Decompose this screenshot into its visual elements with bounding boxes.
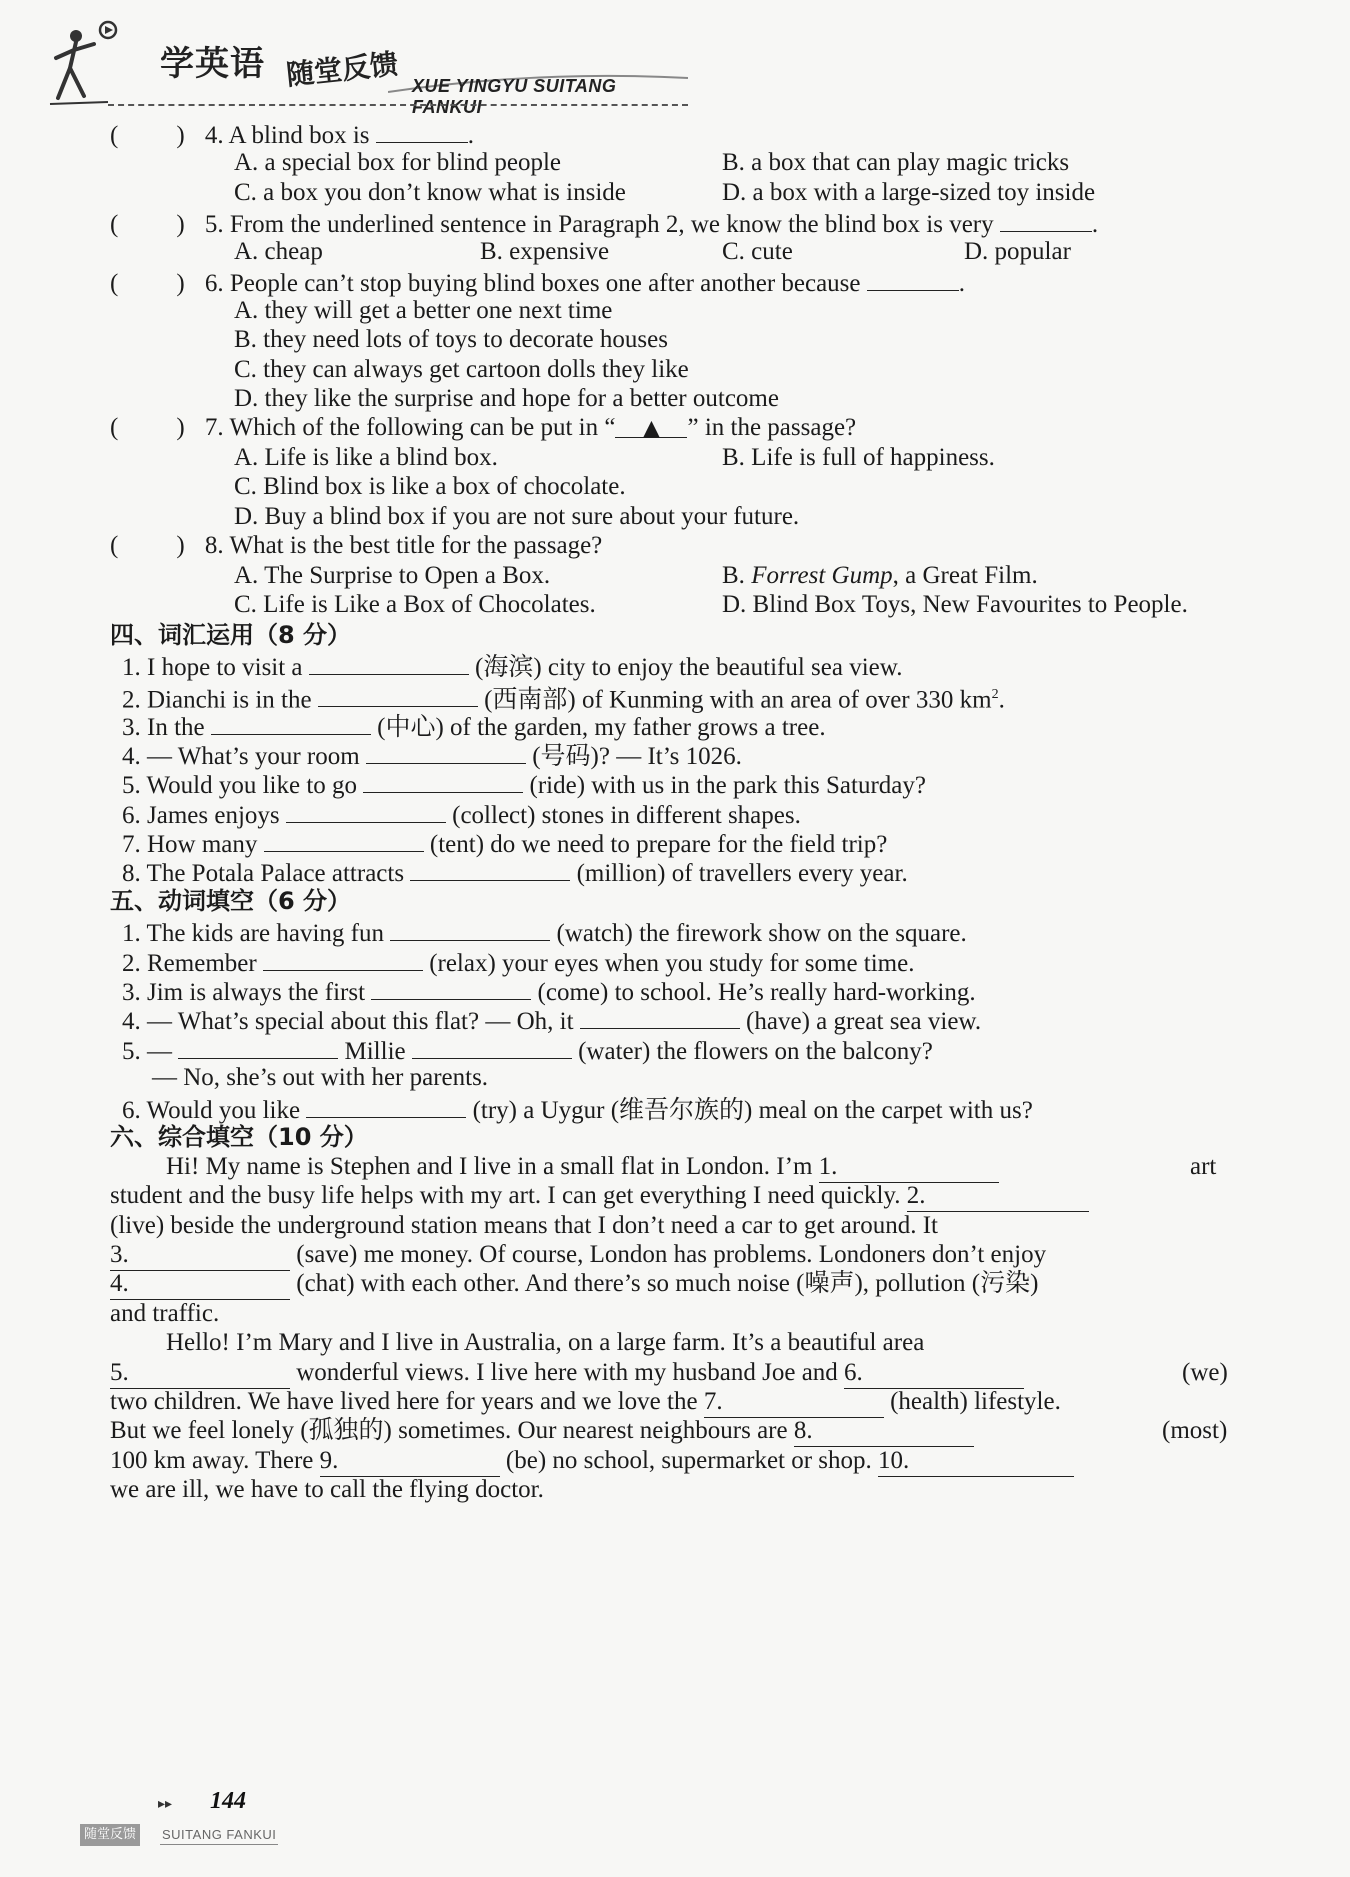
answer-paren-open: ( (110, 122, 119, 149)
vocab-item-1 (122, 650, 902, 683)
question-6 (110, 266, 965, 299)
item-hint: (中心) of the garden, my father grows a tree. (377, 714, 826, 741)
footer-tag-cn: 随堂反馈 (80, 1824, 140, 1846)
passage-text: (chat) with each other. And there’s so much noise (噪声), pollution (污染) (296, 1270, 1039, 1297)
passage-text: (be) no school, supermarket or shop. (505, 1447, 872, 1474)
passage-1-line-1 (166, 1152, 999, 1183)
option-c: C. Blind box is like a box of chocolate. (234, 473, 626, 500)
answer-blank[interactable] (286, 798, 446, 823)
item-text: 8. The Potala Palace attracts (122, 860, 405, 887)
answer-blank-5[interactable]: 5. (110, 1358, 290, 1389)
option-letter: B. (722, 562, 745, 589)
answer-blank[interactable] (264, 827, 424, 852)
answer-paren-close: ) (176, 414, 185, 441)
verb-item-1 (122, 916, 967, 949)
answer-paren-close: ) (176, 122, 185, 149)
section-5-title: 五、动词填空（6 分） (110, 887, 352, 915)
option-d: D. popular (964, 238, 1071, 265)
item-hint: (try) a Uygur (维吾尔族的) meal on the carpet with us? (472, 1097, 1033, 1124)
answer-blank-4[interactable]: 4. (110, 1269, 290, 1300)
page-arrow-icon: ▸▸ (158, 1796, 173, 1812)
option-a: A. they will get a better one next time (234, 297, 613, 324)
passage-text: (save) me money. Of course, London has problems. Londoners don’t enjoy (296, 1241, 1047, 1268)
answer-paren-open: ( (110, 211, 119, 238)
answer-blank[interactable] (366, 739, 526, 764)
passage-2-line-1: Hello! I’m Mary and I live in Australia, on a large farm. It’s a beautiful area (166, 1329, 925, 1356)
answer-paren-open: ( (110, 414, 119, 441)
option-a: A. The Surprise to Open a Box. (234, 562, 551, 589)
footer-tag (80, 1824, 278, 1846)
answer-paren-close: ) (176, 532, 185, 559)
option-a: A. Life is like a blind box. (234, 444, 498, 471)
question-stem: People can’t stop buying blind boxes one after another because (229, 270, 861, 297)
answer-blank[interactable] (376, 118, 468, 143)
question-4 (110, 118, 474, 151)
item-text: 5. — (122, 1038, 172, 1065)
question-number: 4. (204, 122, 224, 149)
vocab-item-8 (122, 856, 908, 889)
passage-2-line-4-end: (most) (1162, 1417, 1228, 1444)
item-hint: (relax) your eyes when you study for some time. (429, 950, 915, 977)
triangle-blank (615, 413, 687, 441)
question-stem: What is the best title for the passage? (229, 532, 603, 559)
question-stem-end: . (467, 122, 475, 149)
question-stem-end: ” in the passage? (687, 414, 857, 441)
answer-blank[interactable] (1000, 207, 1092, 232)
option-d: D. Buy a blind box if you are not sure about your future. (234, 503, 800, 530)
brand-title: 学英语 (160, 44, 265, 84)
question-stem-end: . (1091, 211, 1099, 238)
answer-blank[interactable] (580, 1004, 740, 1029)
answer-blank[interactable] (211, 710, 371, 735)
passage-1-line-4 (110, 1240, 1046, 1271)
answer-blank[interactable] (867, 266, 959, 291)
passage-text: Hi! My name is Stephen and I live in a small flat in London. I’m (166, 1153, 813, 1180)
option-text: , a Great Film. (892, 562, 1038, 589)
option-b (722, 561, 1038, 591)
answer-blank-8[interactable]: 8. (794, 1416, 974, 1447)
item-end: . (998, 686, 1005, 714)
option-d: D. they like the surprise and hope for a better outcome (234, 385, 779, 412)
item-hint: (collect) stones in different shapes. (452, 802, 801, 829)
item-text: 6. Would you like (122, 1097, 301, 1124)
answer-blank-2[interactable]: 2. (907, 1181, 1089, 1212)
verb-item-5-reply: — No, she’s out with her parents. (152, 1064, 489, 1091)
answer-blank[interactable] (318, 682, 478, 707)
item-text: 1. The kids are having fun (122, 920, 384, 947)
answer-blank-9[interactable]: 9. (320, 1446, 500, 1477)
item-text: 5. Would you like to go (122, 772, 358, 799)
item-hint: (海滨) city to enjoy the beautiful sea view. (475, 654, 903, 681)
question-5 (110, 207, 1098, 240)
passage-1-line-1-end: art (1190, 1153, 1217, 1180)
item-text: 7. How many (122, 831, 258, 858)
answer-blank[interactable] (410, 856, 570, 881)
passage-2-line-2 (110, 1358, 1024, 1389)
question-stem: Which of the following can be put in “ (229, 414, 616, 441)
answer-blank-6[interactable]: 6. (844, 1358, 1024, 1389)
option-b: B. they need lots of toys to decorate houses (234, 326, 668, 353)
superscript: 2 (991, 687, 999, 702)
option-c: C. a box you don’t know what is inside (234, 179, 626, 206)
item-name: Millie (344, 1038, 406, 1065)
passage-2-line-5 (110, 1446, 1074, 1477)
option-c: C. Life is Like a Box of Chocolates. (234, 591, 596, 618)
item-text: 3. Jim is always the first (122, 979, 366, 1006)
answer-blank-7[interactable]: 7. (704, 1387, 884, 1418)
answer-blank[interactable] (390, 916, 550, 941)
option-a: A. cheap (234, 238, 323, 265)
item-hint: (million) of travellers every year. (576, 860, 908, 887)
section-4-title: 四、词汇运用（8 分） (110, 621, 352, 649)
question-number: 5. (204, 211, 224, 238)
passage-1-line-2 (110, 1181, 1089, 1212)
passage-text: But we feel lonely (孤独的) sometimes. Our nearest neighbours are (110, 1417, 788, 1444)
question-8 (110, 531, 602, 561)
film-title: Forrest Gump (751, 562, 893, 589)
question-number: 6. (204, 270, 224, 297)
answer-blank-10[interactable]: 10. (878, 1446, 1074, 1477)
option-a: A. a special box for blind people (234, 149, 561, 176)
item-hint: (tent) do we need to prepare for the field trip? (429, 831, 888, 858)
header-rule (108, 104, 688, 106)
verb-item-4 (122, 1004, 981, 1037)
answer-paren-close: ) (176, 270, 185, 297)
footer-rule (160, 1844, 278, 1845)
question-stem-end: . (958, 270, 966, 297)
passage-text: student and the busy life helps with my art. I can get everything I need quickly. (110, 1182, 901, 1209)
option-b: B. Life is full of happiness. (722, 444, 995, 471)
passage-2-line-3 (110, 1387, 1061, 1418)
option-d: D. Blind Box Toys, New Favourites to People. (722, 591, 1188, 618)
footer-tag-en: SUITANG FANKUI (162, 1827, 277, 1842)
answer-blank[interactable] (363, 768, 523, 793)
item-hint: (ride) with us in the park this Saturday? (529, 772, 926, 799)
item-hint: (have) a great sea view. (746, 1008, 982, 1035)
triangle-icon: ▲ (643, 416, 660, 441)
item-text: 4. — What’s your room (122, 743, 360, 770)
question-stem: A blind box is (228, 122, 370, 149)
item-hint: (watch) the firework show on the square. (556, 920, 967, 947)
section-6-title: 六、综合填空（10 分） (110, 1123, 368, 1151)
passage-1-line-6: and traffic. (110, 1300, 220, 1327)
answer-blank-3[interactable]: 3. (110, 1240, 290, 1271)
option-b: B. a box that can play magic tricks (722, 149, 1070, 176)
answer-blank[interactable] (309, 650, 469, 675)
answer-blank[interactable] (178, 1034, 338, 1059)
item-text: 6. James enjoys (122, 802, 280, 829)
passage-text: 100 km away. There (110, 1447, 314, 1474)
brand-pinyin: XUE YINGYU SUITANG FANKUI (412, 76, 617, 117)
option-d: D. a box with a large-sized toy inside (722, 179, 1096, 206)
item-text: 4. — What’s special about this flat? — Oh, it (122, 1008, 574, 1035)
answer-paren-close: ) (176, 211, 185, 238)
brand-subtitle: 随堂反馈 (284, 47, 400, 92)
passage-2-line-6: we are ill, we have to call the flying doctor. (110, 1476, 544, 1503)
item-hint: (号码)? — It’s 1026. (532, 743, 742, 770)
item-text: 1. I hope to visit a (122, 654, 303, 681)
item-text: 2. Dianchi is in the (122, 686, 312, 714)
option-c: C. cute (722, 238, 793, 265)
page-number: 144 (210, 1788, 246, 1814)
vocab-item-5 (122, 768, 926, 801)
passage-2-line-2-end: (we) (1182, 1359, 1228, 1386)
passage-1-line-3: (live) beside the underground station means that I don’t need a car to get around. It (110, 1212, 938, 1239)
answer-blank[interactable] (412, 1034, 572, 1059)
item-text: 3. In the (122, 714, 205, 741)
answer-paren-open: ( (110, 532, 119, 559)
answer-blank-1[interactable]: 1. (819, 1152, 999, 1183)
option-c: C. they can always get cartoon dolls they like (234, 356, 689, 383)
question-7 (110, 413, 856, 443)
passage-1-line-5 (110, 1269, 1038, 1300)
item-hint: (西南部) of Kunming with an area of over 330 km (484, 686, 992, 714)
passage-2-line-4 (110, 1416, 974, 1447)
passage-text: wonderful views. I live here with my husband Joe and (296, 1359, 838, 1386)
passage-text: two children. We have lived here for years and we love the (110, 1388, 698, 1415)
answer-blank[interactable] (371, 975, 531, 1000)
answer-paren-open: ( (110, 270, 119, 297)
answer-blank[interactable] (263, 946, 423, 971)
item-hint: (water) the flowers on the balcony? (578, 1038, 933, 1065)
answer-blank[interactable] (306, 1093, 466, 1118)
item-text: 2. Remember (122, 950, 257, 977)
question-stem: From the underlined sentence in Paragraph 2, we know the blind box is very (229, 211, 994, 238)
item-hint: (come) to school. He’s really hard-working. (537, 979, 976, 1006)
runner-logo-icon (48, 18, 140, 110)
question-number: 7. (204, 414, 224, 441)
header (48, 14, 648, 117)
option-b: B. expensive (480, 238, 610, 265)
question-number: 8. (204, 532, 224, 559)
passage-text: (health) lifestyle. (890, 1388, 1061, 1415)
